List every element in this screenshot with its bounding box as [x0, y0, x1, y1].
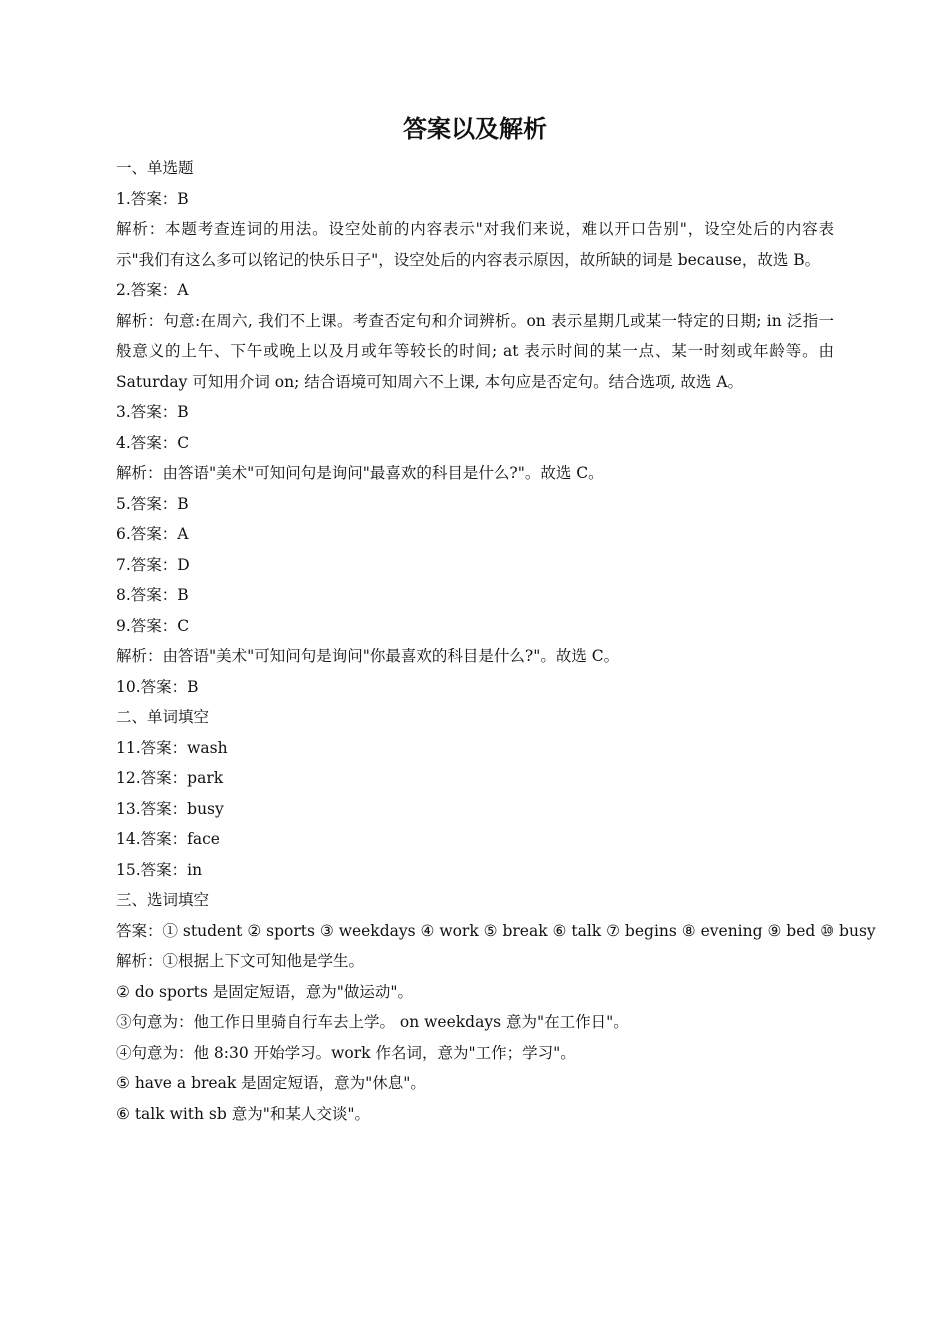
section-3-explanation-6: ⑥ talk with sb 意为"和某人交谈"。	[116, 1104, 370, 1123]
answer-12: 12.答案：park	[116, 769, 224, 787]
section-3-explanation-4: ④句意为：他 8:30 开始学习。work 作名词，意为"工作；学习"。	[116, 1043, 576, 1062]
page-title: 答案以及解析	[403, 115, 547, 143]
answer-3: 3.答案：B	[116, 403, 189, 421]
answer-14: 14.答案：face	[116, 830, 220, 848]
section-heading-choose-word: 三、选词填空	[116, 891, 210, 909]
section-3-explanation-2: ② do sports 是固定短语，意为"做运动"。	[116, 982, 413, 1001]
answer-11: 11.答案：wash	[116, 738, 228, 757]
answer-5: 5.答案：B	[116, 494, 189, 513]
section-heading-word-fill: 二、单词填空	[116, 708, 210, 726]
section-3-explanation-3: ③句意为：他工作日里骑自行车去上学。 on weekdays 意为"在工作日"。	[116, 1013, 629, 1031]
explanation-9: 解析：由答语"美术"可知问句是询问"你最喜欢的科目是什么?"。故选 C。	[116, 647, 620, 665]
answer-8: 8.答案：B	[116, 586, 189, 604]
section-3-explanation-5: ⑤ have a break 是固定短语，意为"休息"。	[116, 1074, 426, 1092]
section-3-answers: 答案：① student ② sports ③ weekdays ④ work ⑤ break ⑥ talk ⑦ begins ⑧ evening ⑨ bed ⑩ busy	[116, 921, 876, 940]
answer-6: 6.答案：A	[116, 525, 189, 543]
explanation-2: 解析：句意:在周六, 我们不上课。考查否定句和介词辨析。on 表示星期几或某一特定的日期; in 泛指一般意义的上午、下午或晚上以及月或年等较长的时间; at 表示时间的某一点、某一时刻或年龄等。由 Saturday 可知用介词 on; 结合语境可知周六不上课, 本句应是否定句。结合选项, 故选 A。	[116, 311, 834, 391]
answer-content	[116, 153, 876, 1129]
section-3-explanation-1: 解析：①根据上下文可知他是学生。	[116, 952, 365, 970]
explanation-4: 解析：由答语"美术"可知问句是询问"最喜欢的科目是什么?"。故选 C。	[116, 464, 604, 482]
answer-2: 2.答案：A	[116, 281, 189, 299]
answer-1: 1.答案：B	[116, 189, 189, 208]
answer-9: 9.答案：C	[116, 616, 190, 635]
answer-10: 10.答案：B	[116, 677, 199, 696]
explanation-1: 解析：本题考查连词的用法。设空处前的内容表示"对我们来说，难以开口告别"，设空处后的内容表示"我们有这么多可以铭记的快乐日子"，设空处后的内容表示原因，故所缺的词是 because，故选 B。	[116, 220, 834, 269]
answer-13: 13.答案：busy	[116, 799, 224, 818]
answer-15: 15.答案：in	[116, 860, 203, 879]
answer-4: 4.答案：C	[116, 433, 190, 452]
answer-7: 7.答案：D	[116, 555, 190, 574]
section-heading-single-choice: 一、单选题	[116, 159, 194, 177]
